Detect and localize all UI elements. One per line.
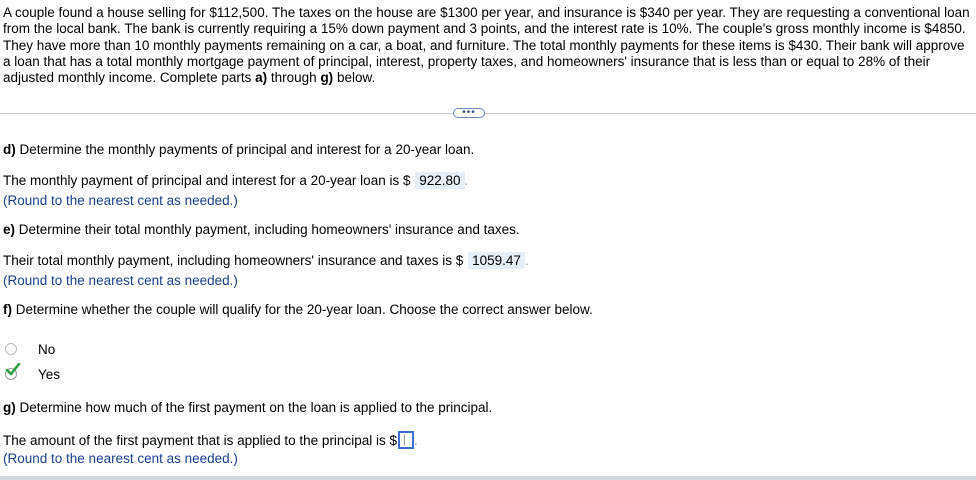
part-g-question (3, 400, 492, 415)
part-d-question (3, 142, 474, 157)
section-divider (0, 113, 976, 114)
intro-bold-a: a) (255, 70, 268, 86)
part-d-question-text: Determine the monthly payments of principal and interest for a 20-year loan. (15, 142, 475, 157)
part-d-label: d) (3, 142, 16, 157)
part-d-answer-prefix: The monthly payment of principal and interest for a 20-year loan is $ (3, 173, 415, 188)
part-d-answer-line (3, 172, 468, 189)
more-options-button[interactable]: ••• (453, 108, 485, 118)
problem-statement (3, 5, 971, 86)
intro-mid: through (267, 70, 321, 86)
bottom-bar (0, 476, 976, 480)
part-e-label: e) (3, 222, 16, 237)
intro-end: below. (333, 70, 376, 86)
part-d-answer-suffix: . (464, 173, 469, 188)
part-f-label: f) (3, 302, 12, 317)
part-d-answer-field[interactable]: 922.80 (415, 172, 464, 189)
part-g-answer-input[interactable] (398, 431, 414, 449)
part-g-answer-line (3, 431, 418, 449)
radio-yes[interactable] (5, 368, 17, 380)
part-e-answer-prefix: Their total monthly payment, including homeowners' insurance and taxes is $ (3, 253, 468, 268)
option-no-label: No (38, 342, 56, 357)
part-e-answer-suffix: . (524, 253, 529, 268)
part-g-label: g) (3, 400, 16, 415)
part-f-question (3, 302, 593, 317)
part-e-answer-field[interactable]: 1059.47 (468, 252, 525, 269)
part-d-hint: (Round to the nearest cent as needed.) (3, 193, 238, 208)
option-yes-label: Yes (38, 367, 61, 382)
part-g-hint: (Round to the nearest cent as needed.) (3, 451, 238, 466)
intro-bold-g: g) (320, 70, 334, 86)
part-e-question-text: Determine their total monthly payment, including homeowners' insurance and taxes. (15, 222, 520, 237)
part-g-answer-suffix: . (413, 433, 418, 448)
part-f-question-text: Determine whether the couple will qualify for the 20-year loan. Choose the correct answer below. (12, 302, 593, 317)
option-no[interactable] (5, 342, 56, 357)
part-g-answer-prefix: The amount of the first payment that is applied to the principal is $ (3, 433, 397, 448)
part-e-answer-line (3, 252, 529, 269)
option-yes[interactable] (5, 367, 61, 382)
part-e-hint: (Round to the nearest cent as needed.) (3, 273, 238, 288)
part-g-question-text: Determine how much of the first payment on the loan is applied to the principal. (15, 400, 493, 415)
intro-text: A couple found a house selling for $112,500. The taxes on the house are $1300 per year, and insurance is $340 per year. They are requesting a conventional loan from the local bank. The bank is currently requiring a 15% down payment and 3 points, and the interest rate is 10%. The couple's gross monthly income is $4850. They have more than 10 monthly payments remaining on a car, a boat, and furniture. The total monthly payments for these items is $430. Their bank will approve a loan that has a total monthly mortgage payment of principal, interest, property taxes, and homeowners' insurance that is less than or equal to 28% of their adjusted monthly income. Complete parts (3, 5, 970, 86)
radio-no[interactable] (5, 343, 17, 355)
part-e-question (3, 222, 520, 237)
checkmark-icon (5, 363, 21, 377)
